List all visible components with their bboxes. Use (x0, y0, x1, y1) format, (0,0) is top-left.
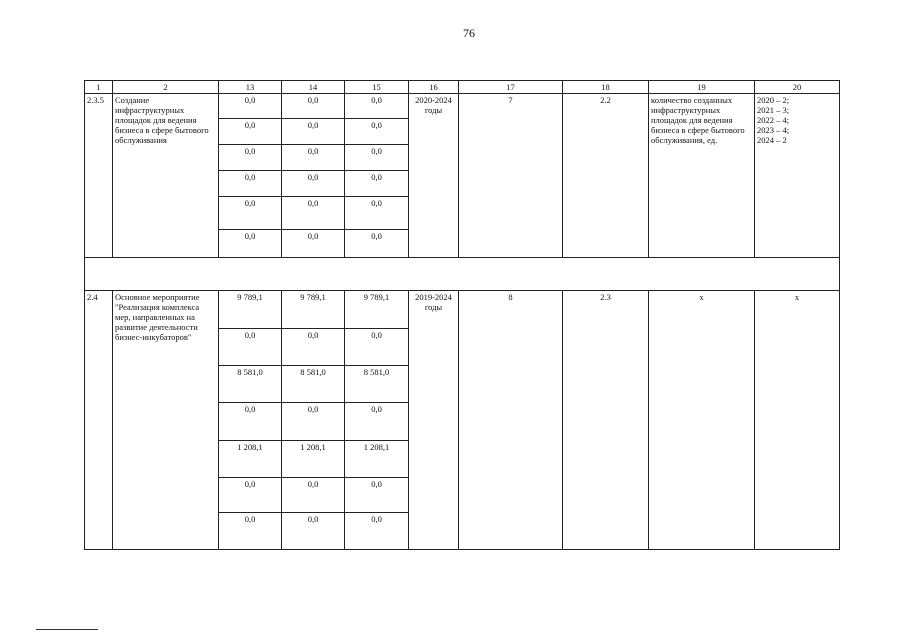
footer-rule (36, 629, 98, 630)
value-cell: 0,0 (345, 329, 409, 366)
target-line: 2024 – 2 (757, 135, 787, 145)
indicator-cell: количество созданных инфраструктурных площадок для ведения бизнеса в сфере бытового обслуживания, ед. (649, 94, 755, 258)
header-cell: 17 (459, 81, 563, 94)
value-cell: 0,0 (345, 230, 409, 258)
col18-cell: 2.2 (563, 94, 649, 258)
value-cell: 1 208,1 (219, 441, 282, 478)
header-cell: 1 (85, 81, 113, 94)
page-number: 76 (463, 26, 475, 40)
col20-cell: x (755, 291, 840, 550)
header-cell: 16 (409, 81, 459, 94)
value-cell: 1 208,1 (282, 441, 345, 478)
period-cell: 2020-2024 годы (409, 94, 459, 258)
value-cell: 0,0 (219, 329, 282, 366)
target-line: 2022 – 4; (757, 115, 790, 125)
col17-cell: 7 (459, 94, 563, 258)
value-cell: 8 581,0 (219, 366, 282, 403)
value-cell: 0,0 (282, 145, 345, 171)
row-code: 2.3.5 (85, 94, 113, 258)
target-line: 2021 – 3; (757, 105, 790, 115)
value-cell: 0,0 (282, 403, 345, 441)
targets-cell (755, 94, 840, 258)
header-cell: 14 (282, 81, 345, 94)
value-cell: 0,0 (219, 197, 282, 230)
value-cell: 8 581,0 (282, 366, 345, 403)
value-cell: 0,0 (219, 230, 282, 258)
value-cell: 0,0 (345, 94, 409, 119)
value-cell: 0,0 (219, 171, 282, 197)
value-cell: 8 581,0 (345, 366, 409, 403)
value-cell: 9 789,1 (345, 291, 409, 329)
value-cell: 1 208,1 (345, 441, 409, 478)
target-line: 2023 – 4; (757, 125, 790, 135)
value-cell: 0,0 (345, 145, 409, 171)
row-code: 2.4 (85, 291, 113, 550)
spacer-cell (85, 258, 840, 291)
value-cell: 0,0 (282, 171, 345, 197)
value-cell: 0,0 (219, 119, 282, 145)
value-cell: 0,0 (219, 403, 282, 441)
row-name: Создание инфраструктурных площадок для ведения бизнеса в сфере бытового обслуживания (113, 94, 219, 258)
program-table (84, 80, 840, 550)
value-cell: 0,0 (282, 197, 345, 230)
value-cell: 0,0 (345, 119, 409, 145)
value-cell: 9 789,1 (219, 291, 282, 329)
table-row (85, 291, 840, 329)
header-cell: 15 (345, 81, 409, 94)
value-cell: 0,0 (219, 478, 282, 513)
header-cell: 19 (649, 81, 755, 94)
value-cell: 0,0 (282, 513, 345, 550)
value-cell: 0,0 (345, 513, 409, 550)
header-cell: 18 (563, 81, 649, 94)
value-cell: 9 789,1 (282, 291, 345, 329)
value-cell: 0,0 (345, 171, 409, 197)
value-cell: 0,0 (282, 478, 345, 513)
target-line: 2020 – 2; (757, 95, 790, 105)
value-cell: 0,0 (282, 119, 345, 145)
header-cell: 2 (113, 81, 219, 94)
col19-cell: x (649, 291, 755, 550)
header-cell: 13 (219, 81, 282, 94)
period-cell: 2019-2024 годы (409, 291, 459, 550)
col18-cell: 2.3 (563, 291, 649, 550)
value-cell: 0,0 (282, 230, 345, 258)
value-cell: 0,0 (219, 145, 282, 171)
value-cell: 0,0 (282, 329, 345, 366)
header-cell: 20 (755, 81, 840, 94)
col17-cell: 8 (459, 291, 563, 550)
value-cell: 0,0 (345, 403, 409, 441)
row-name: Основное мероприятие "Реализация комплекса мер, направленных на развитие деятельности бизнес-инкубаторов" (113, 291, 219, 550)
value-cell: 0,0 (282, 94, 345, 119)
value-cell: 0,0 (219, 94, 282, 119)
table-row (85, 94, 840, 119)
header-row (85, 81, 840, 94)
spacer-row (85, 258, 840, 291)
value-cell: 0,0 (219, 513, 282, 550)
value-cell: 0,0 (345, 197, 409, 230)
value-cell: 0,0 (345, 478, 409, 513)
